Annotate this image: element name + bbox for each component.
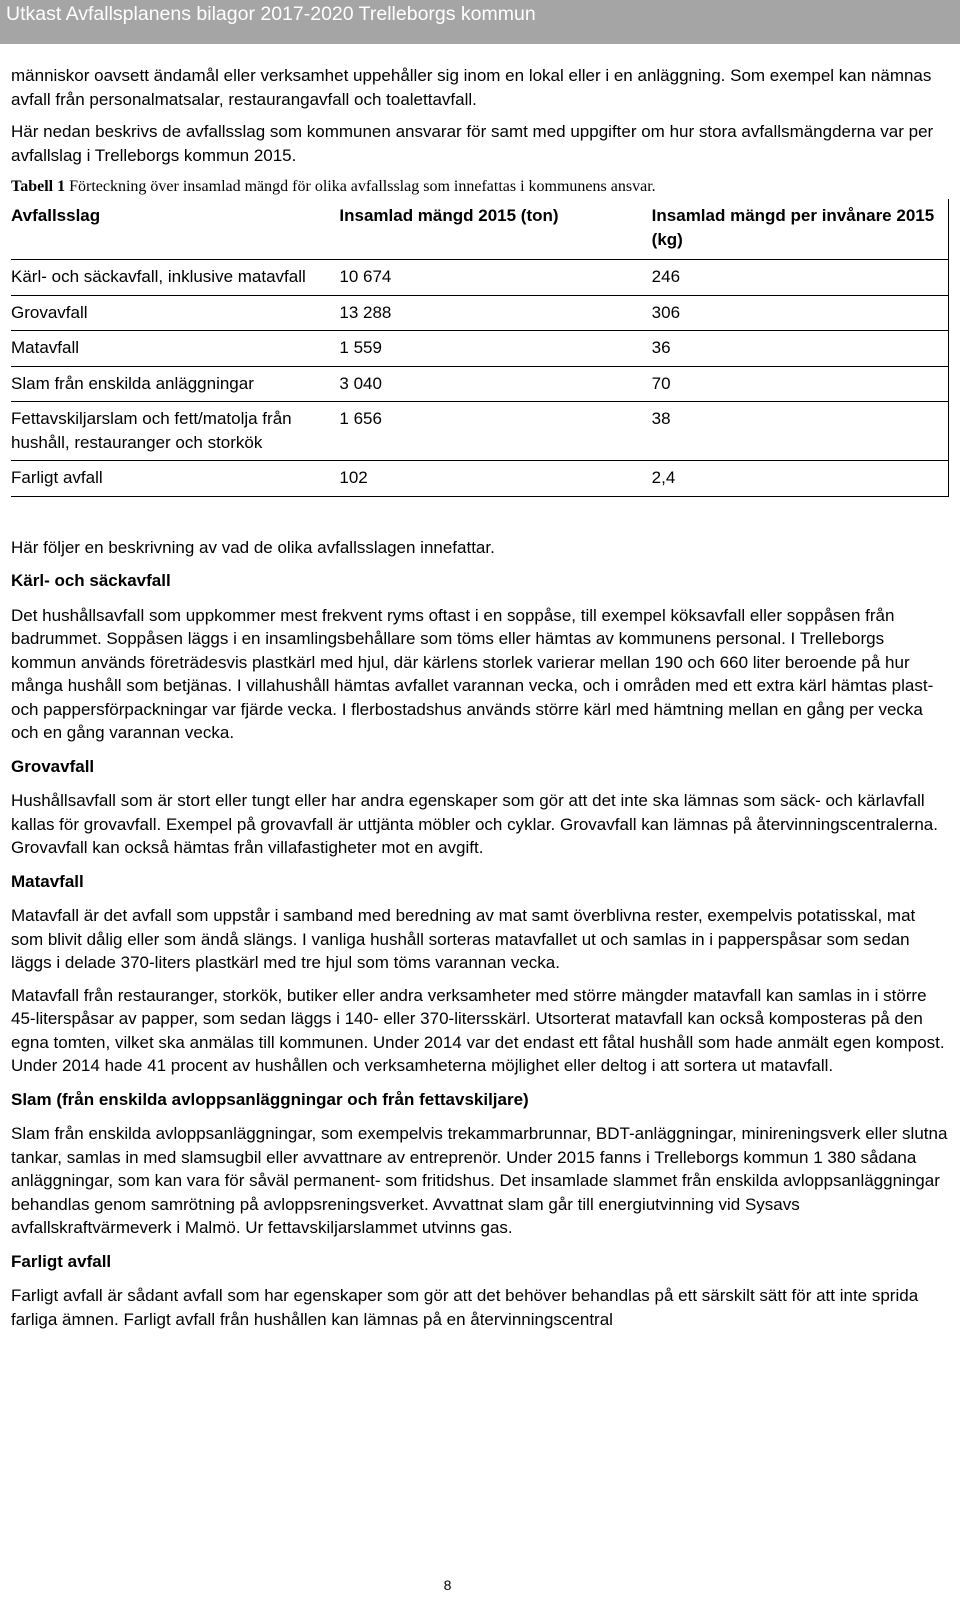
table-row xyxy=(11,295,949,331)
table-row xyxy=(11,260,949,296)
table-header-cell: Insamlad mängd 2015 (ton) xyxy=(329,199,641,260)
header-title: Utkast Avfallsplanens bilagor 2017-2020 Trelleborgs kommun xyxy=(6,3,536,25)
table-cell: 10 674 xyxy=(329,260,641,296)
table-cell: Farligt avfall xyxy=(11,461,329,497)
table-header-row xyxy=(11,199,949,260)
intro-paragraph: människor oavsett ändamål eller verksamhet uppehåller sig inom en lokal eller i en anläggning. Som exempel kan nämnas avfall från personalmatsalar, restaurangavfall och toalettavfall. xyxy=(11,66,932,109)
section-paragraph: Slam från enskilda avloppsanläggningar, som exempelvis trekammarbrunnar, BDT-anläggningar, minireningsverk eller slutna tankar, samlas in med slamsugbil eller avvattnare av entreprenör. Under 2015 fanns i Trelleborgs kommun 1 380 sådana anläggningar, som kan vara för såväl permanent- som fritidshus. Det insamlade slammet från enskilda avloppsanläggningar behandlas genom samrötning på avloppsreningsverket. Avvattnat slam går till energiutvinning vid Sysavs avfallskraftvärmeverk i Malmö. Ur fettavskiljarslammet utvinns gas. xyxy=(11,1124,948,1237)
section-heading: Kärl- och säckavfall xyxy=(11,571,171,590)
table-cell: 3 040 xyxy=(329,366,641,402)
section-paragraph: Matavfall från restauranger, storkök, butiker eller andra verksamheter med större mängder matavfall kan samlas in i större 45-literspåsar av papper, som sedan läggs i 140- eller 370-litersskärl. Utsorterat matavfall kan också komposteras på den egna tomten, vilket ska anmälas till kommunen. Under 2014 var det endast ett fåtal hushåll som hade anmält egen kompost. Under 2014 hade 41 procent av hushållen och verksamheterna möjlighet eller deltog i att sortera ut matavfall. xyxy=(11,985,945,1075)
section-paragraph: Hushållsavfall som är stort eller tungt eller har andra egenskaper som gör att det inte ska lämnas som säck- och kärlavfall kallas för grovavfall. Exempel på grovavfall är uttjänta möbler och cyklar. Grovavfall kan lämnas på återvinningscentralerna. Grovavfall kan också hämtas från villafastigheter mot en avgift. xyxy=(11,791,938,857)
section-intro: Här följer en beskrivning av vad de olika avfallsslagen innefattar. xyxy=(11,537,495,557)
table-row xyxy=(11,366,949,402)
page-header xyxy=(0,0,960,44)
table-cell: 36 xyxy=(642,331,949,367)
table-cell: Slam från enskilda anläggningar xyxy=(11,366,329,402)
section-paragraph: Matavfall är det avfall som uppstår i samband med beredning av mat samt överblivna rester, exempelvis potatisskal, mat som blivit dålig eller som ändå slängs. I vanliga hushåll sorteras matavfallet ut och samlas in i papperspåsar som sedan läggs i delade 370-liters plastkärl med tre hjul som töms varannan vecka. xyxy=(11,906,916,972)
table-cell: 70 xyxy=(642,366,949,402)
section-paragraph: Det hushållsavfall som uppkommer mest frekvent ryms oftast i en soppåse, till exempel köksavfall eller soppåsen från badrummet. Soppåsen läggs i en insamlingsbehållare som töms eller hämtas av kommunens personal. I Trelleborgs kommun används företrädesvis plastkärl med hjul, där kärlens storlek varierar mellan 190 och 660 liter beroende på hur många hushåll som betjänas. I villahushåll hämtas avfallet varannan vecka, och i områden med ett extra kärl hämtas plast- och pappersförpackningar var fjärde vecka. I flerbostadshus används större kärl med hämtning mellan en gång per vecka och en gång varannan vecka. xyxy=(11,605,934,742)
section-heading: Farligt avfall xyxy=(11,1251,112,1271)
table-caption-text: Förteckning över insamlad mängd för olika avfallsslag som innefattas i kommunens ansvar. xyxy=(65,178,656,195)
table-row xyxy=(11,331,949,367)
table-cell: Matavfall xyxy=(11,331,329,367)
page-number: 8 xyxy=(443,1577,452,1593)
table-row xyxy=(11,402,949,461)
table-header-cell: Avfallsslag xyxy=(11,199,329,260)
section-heading: Matavfall xyxy=(11,871,84,891)
table-cell: 306 xyxy=(642,295,949,331)
table-cell: 13 288 xyxy=(329,295,641,331)
section-heading: Grovavfall xyxy=(11,756,95,776)
table-cell: 38 xyxy=(642,402,949,461)
table-cell: Fettavskiljarslam och fett/matolja från hushåll, restauranger och storkök xyxy=(11,402,329,461)
table-cell: 1 559 xyxy=(329,331,641,367)
table-cell: 2,4 xyxy=(642,461,949,497)
document-body xyxy=(11,64,949,1340)
table-header-cell: Insamlad mängd per invånare 2015 (kg) xyxy=(642,199,949,260)
section-heading: Slam (från enskilda avloppsanläggningar och från fettavskiljare) xyxy=(11,1089,529,1109)
section-paragraph: Farligt avfall är sådant avfall som har egenskaper som gör att det behöver behandlas på ett särskilt sätt för att inte sprida farliga ämnen. Farligt avfall från hushållen kan lämnas på en återvinningscentral xyxy=(11,1286,919,1329)
table-cell: Kärl- och säckavfall, inklusive matavfall xyxy=(11,260,329,296)
table-cell: Grovavfall xyxy=(11,295,329,331)
intro-paragraph: Här nedan beskrivs de avfallsslag som kommunen ansvarar för samt med uppgifter om hur stora avfallsmängderna var per avfallslag i Trelleborgs kommun 2015. xyxy=(11,122,934,165)
table-cell: 246 xyxy=(642,260,949,296)
table-caption xyxy=(11,177,949,197)
table-row xyxy=(11,461,949,497)
table-caption-label: Tabell 1 xyxy=(11,178,66,195)
table-cell: 1 656 xyxy=(329,402,641,461)
table-cell: 102 xyxy=(329,461,641,497)
waste-table xyxy=(11,199,949,497)
